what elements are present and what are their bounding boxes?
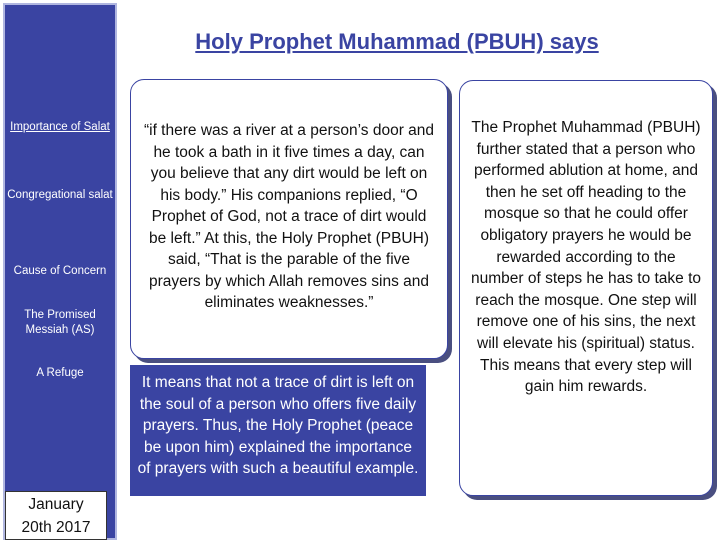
sidebar-item-congregational-salat[interactable]: Congregational salat [7,189,113,201]
sidebar-item-promised-messiah[interactable]: The Promised Messiah (AS) [24,309,96,336]
hadith-quote-text: “if there was a river at a person’s door and he took a bath in it five times a day, can you believe that any dirt would be left on his body.” His companions replied, “O Prophet of God, not a trace of dirt would be left.” At this, the Holy Prophet (PBUH) said, “That is the parable of the five prayers by which Allah removes sins and eliminates weaknesses.” [143,122,435,311]
hadith-steps-card [459,80,713,496]
explanation-text: It means that not a trace of dirt is left on the soul of a person who offers five daily prayers. Thus, the Holy Prophet (peace be upon him) explained the importance of prayers with such a beautiful example. [137,374,419,477]
sidebar-item-cause-of-concern[interactable]: Cause of Concern [13,265,107,277]
date-line-2: 20th 2017 [21,519,91,536]
hadith-steps-text: The Prophet Muhammad (PBUH) further stated that a person who performed ablution at home, and then he set off heading to the mosque so that he could offer obligatory prayers he would be rewarded according to the number of steps he has to take to reach the mosque. One step will remove one of his sins, the next will elevate his (spiritual) status. This means that every step will gain him rewards. [470,119,702,396]
date-line-1: January [28,496,84,513]
date-box [5,491,107,540]
hadith-quote-card [130,79,448,359]
sidebar-nav [3,3,117,540]
sidebar-item-importance-of-salat[interactable]: Importance of Salat [10,121,110,133]
sidebar-item-a-refuge[interactable]: A Refuge [36,367,84,379]
page-title: Holy Prophet Muhammad (PBUH) says [195,29,599,54]
explanation-box [130,365,426,496]
